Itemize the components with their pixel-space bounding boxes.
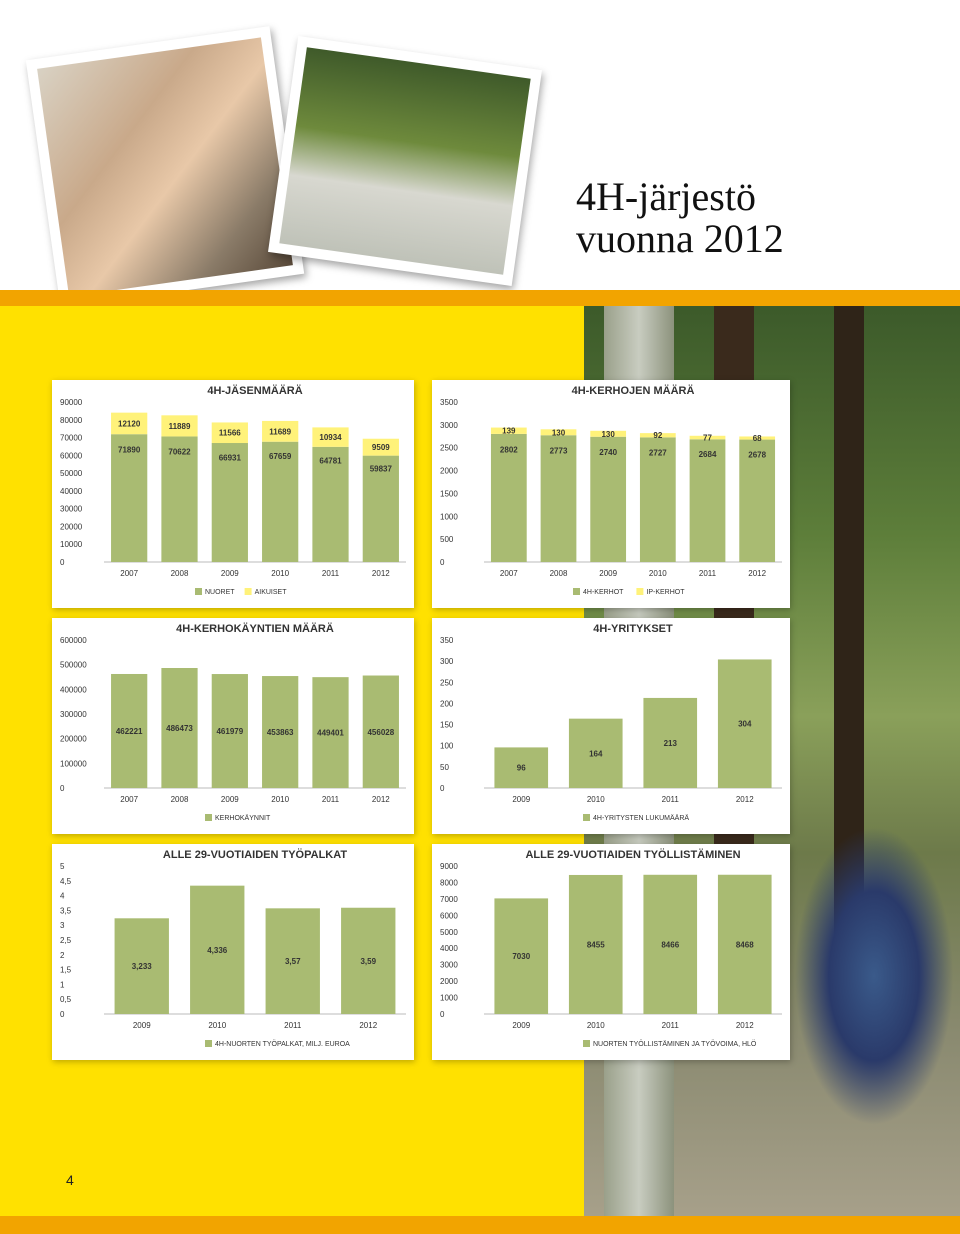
y-tick-label: 2,5: [60, 936, 72, 945]
y-tick-label: 200000: [60, 734, 87, 744]
legend-label: KERHOKÄYNNIT: [215, 815, 271, 822]
x-tick-label: 2009: [512, 1021, 531, 1030]
data-label: 11566: [218, 428, 241, 438]
y-tick-label: 0: [440, 558, 445, 567]
x-tick-label: 2009: [512, 795, 531, 804]
y-tick-label: 1000: [440, 512, 458, 522]
data-label: 462221: [115, 726, 143, 736]
x-tick-label: 2010: [271, 569, 290, 578]
data-label: 304: [738, 719, 752, 729]
y-tick-label: 30000: [60, 504, 83, 514]
y-tick-label: 100: [440, 741, 454, 751]
x-tick-label: 2009: [220, 795, 239, 804]
y-tick-label: 350: [440, 636, 454, 645]
legend-label: 4H-NUORTEN TYÖPALKAT, MILJ. EUROA: [215, 1041, 350, 1048]
page-title-line1: 4H-järjestö: [576, 174, 756, 219]
x-tick-label: 2012: [735, 1021, 754, 1030]
x-tick-label: 2012: [371, 795, 390, 804]
data-label: 213: [663, 738, 677, 748]
legend-label: NUORET: [205, 589, 235, 596]
y-tick-label: 100000: [60, 759, 87, 769]
data-label: 2802: [499, 445, 518, 455]
y-tick-label: 60000: [60, 451, 83, 461]
data-label: 67659: [269, 452, 292, 462]
x-tick-label: 2012: [735, 795, 754, 804]
data-label: 10934: [319, 433, 342, 443]
photo-children-crafting: [26, 26, 304, 308]
y-tick-label: 300: [440, 657, 454, 667]
legend-swatch: [573, 588, 580, 595]
y-tick-label: 600000: [60, 636, 87, 645]
data-label: 7030: [512, 952, 531, 962]
x-tick-label: 2011: [321, 569, 340, 578]
chart-panel-clubs: [432, 380, 790, 608]
y-tick-label: 3000: [440, 420, 458, 430]
y-tick-label: 500: [440, 535, 454, 545]
x-tick-label: 2009: [599, 569, 618, 578]
y-tick-label: 0,5: [60, 995, 72, 1005]
data-label: 11889: [168, 421, 191, 431]
data-label: 449401: [317, 728, 344, 738]
legend-label: 4H-KERHOT: [583, 589, 624, 596]
data-label: 2773: [549, 446, 568, 456]
y-tick-label: 6000: [440, 911, 458, 921]
page-title: [576, 176, 784, 260]
y-tick-label: 1,5: [60, 965, 72, 975]
y-tick-label: 200: [440, 699, 454, 709]
y-tick-label: 2: [60, 950, 65, 960]
data-label: 2678: [748, 450, 767, 460]
y-tick-label: 10000: [60, 540, 83, 550]
chart-title: ALLE 29-VUOTIAIDEN TYÖPALKAT: [162, 849, 348, 861]
y-tick-label: 70000: [60, 433, 83, 443]
y-tick-label: 500000: [60, 660, 87, 670]
data-label: 68: [752, 434, 762, 444]
data-label: 11689: [269, 427, 292, 437]
y-tick-label: 4,5: [60, 876, 72, 886]
y-tick-label: 400000: [60, 685, 87, 695]
y-tick-label: 3500: [440, 398, 458, 407]
y-tick-label: 150: [440, 720, 454, 730]
data-label: 8455: [586, 940, 605, 950]
y-tick-label: 5000: [440, 927, 458, 937]
chart-title: 4H-KERHOJEN MÄÄRÄ: [571, 385, 695, 397]
y-tick-label: 2500: [440, 443, 458, 453]
legend-label: NUORTEN TYÖLLISTÄMINEN JA TYÖVOIMA, HLÖ: [593, 1041, 757, 1048]
y-tick-label: 2000: [440, 977, 458, 987]
x-tick-label: 2007: [120, 795, 139, 804]
data-label: 70622: [168, 447, 191, 457]
y-tick-label: 0: [60, 784, 65, 793]
chart-panel-employment: [432, 844, 790, 1060]
x-tick-label: 2011: [698, 569, 717, 578]
page-number: 4: [66, 1172, 74, 1188]
y-tick-label: 9000: [440, 862, 458, 871]
data-label: 3,57: [284, 957, 301, 967]
legend-label: AIKUISET: [254, 589, 287, 596]
x-tick-label: 2008: [170, 569, 189, 578]
x-tick-label: 2010: [208, 1021, 227, 1030]
chart-wages: [52, 844, 414, 1060]
legend-label: 4H-YRITYSTEN LUKUMÄÄRÄ: [593, 815, 690, 822]
x-tick-label: 2009: [220, 569, 239, 578]
y-tick-label: 4: [60, 891, 65, 901]
chart-clubs: [432, 380, 790, 608]
chart-title: ALLE 29-VUOTIAIDEN TYÖLLISTÄMINEN: [525, 849, 741, 861]
x-tick-label: 2010: [586, 1021, 605, 1030]
data-label: 2684: [698, 450, 717, 460]
chart-title: 4H-JÄSENMÄÄRÄ: [207, 385, 303, 397]
x-tick-label: 2007: [120, 569, 139, 578]
y-tick-label: 4000: [440, 944, 458, 954]
data-label: 59837: [369, 464, 392, 474]
y-tick-label: 0: [440, 1010, 445, 1019]
y-tick-label: 3: [60, 921, 65, 931]
x-tick-label: 2010: [648, 569, 667, 578]
data-label: 71890: [118, 445, 141, 455]
y-tick-label: 300000: [60, 710, 87, 719]
data-label: 64781: [319, 456, 342, 466]
y-tick-label: 0: [440, 784, 445, 793]
data-label: 456028: [367, 727, 395, 737]
x-tick-label: 2010: [586, 795, 605, 804]
chart-title: 4H-KERHOKÄYNTIEN MÄÄRÄ: [176, 623, 334, 635]
legend-swatch: [205, 1040, 212, 1047]
data-label: 2740: [599, 447, 618, 457]
chart-panel-members: [52, 380, 414, 608]
data-label: 139: [502, 426, 516, 436]
y-tick-label: 0: [60, 1010, 65, 1019]
y-tick-label: 8000: [440, 878, 458, 888]
y-tick-label: 1000: [440, 993, 458, 1003]
data-label: 2727: [648, 448, 667, 458]
data-label: 92: [653, 431, 663, 441]
data-label: 453863: [266, 728, 294, 738]
data-label: 130: [551, 428, 566, 438]
x-tick-label: 2008: [170, 795, 189, 804]
data-label: 12120: [118, 419, 141, 429]
x-tick-label: 2012: [371, 569, 390, 578]
y-tick-label: 1500: [440, 489, 458, 499]
chart-panel-wages: [52, 844, 414, 1060]
data-label: 486473: [166, 724, 193, 734]
legend-swatch: [205, 814, 212, 821]
data-label: 77: [703, 433, 712, 443]
legend-swatch: [583, 1040, 590, 1047]
y-tick-label: 250: [440, 678, 454, 688]
x-tick-label: 2011: [661, 1021, 679, 1030]
photo-youth-outdoors: [268, 36, 542, 286]
y-tick-label: 20000: [60, 522, 83, 532]
orange-divider-top: [0, 290, 960, 306]
y-tick-label: 7000: [440, 894, 458, 904]
data-label: 66931: [218, 453, 241, 463]
y-tick-label: 0: [60, 558, 65, 567]
chart-club-visits: [52, 618, 414, 834]
y-tick-label: 1: [60, 980, 65, 990]
page-title-line2: vuonna 2012: [576, 216, 784, 261]
x-tick-label: 2011: [284, 1021, 302, 1030]
y-tick-label: 90000: [60, 398, 83, 407]
legend-swatch: [195, 588, 202, 595]
y-tick-label: 80000: [60, 415, 83, 425]
data-label: 164: [589, 749, 603, 759]
legend-label: IP-KERHOT: [646, 589, 685, 596]
y-tick-label: 5: [60, 862, 65, 871]
y-tick-label: 2000: [440, 466, 458, 476]
x-tick-label: 2007: [499, 569, 518, 578]
legend-swatch: [245, 588, 252, 595]
data-label: 9509: [371, 443, 390, 453]
x-tick-label: 2012: [359, 1021, 378, 1030]
data-label: 96: [516, 763, 526, 773]
data-label: 4,336: [207, 945, 228, 955]
chart-panel-companies: [432, 618, 790, 834]
chart-companies: [432, 618, 790, 834]
legend-swatch: [636, 588, 643, 595]
data-label: 8466: [661, 940, 680, 950]
data-label: 130: [601, 429, 615, 439]
x-tick-label: 2010: [271, 795, 290, 804]
y-tick-label: 3000: [440, 960, 458, 970]
x-tick-label: 2012: [748, 569, 767, 578]
y-tick-label: 50: [440, 762, 449, 772]
chart-title: 4H-YRITYKSET: [593, 623, 673, 635]
y-tick-label: 50000: [60, 469, 83, 479]
x-tick-label: 2011: [661, 795, 679, 804]
y-tick-label: 3,5: [60, 906, 72, 916]
data-label: 3,59: [360, 956, 377, 966]
chart-panel-club-visits: [52, 618, 414, 834]
x-tick-label: 2009: [132, 1021, 151, 1030]
x-tick-label: 2011: [321, 795, 340, 804]
data-label: 461979: [216, 727, 244, 737]
y-tick-label: 40000: [60, 486, 83, 496]
legend-swatch: [583, 814, 590, 821]
x-tick-label: 2008: [549, 569, 568, 578]
chart-employment: [432, 844, 790, 1060]
orange-divider-bottom: [0, 1216, 960, 1234]
chart-members: [52, 380, 414, 608]
data-label: 8468: [735, 940, 754, 950]
data-label: 3,233: [131, 962, 152, 972]
